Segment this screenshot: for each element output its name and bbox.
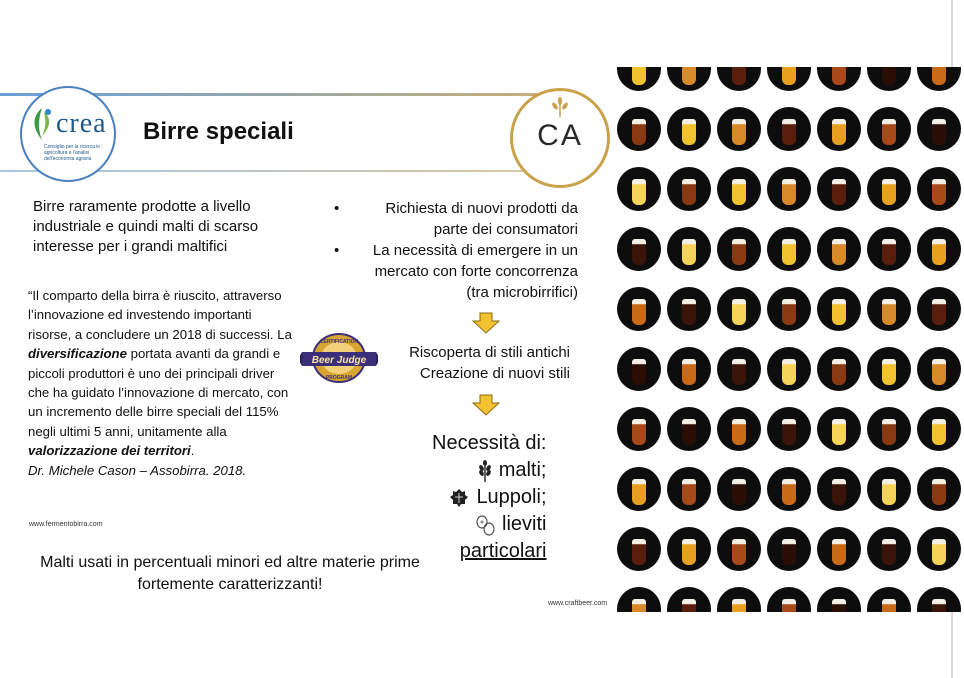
beer-style-tile	[814, 585, 864, 612]
beer-style-tile	[864, 105, 914, 165]
beer-style-tile	[614, 285, 664, 345]
need-item-hops	[432, 484, 547, 511]
styles-line-new: Creazione di nuovi stili	[419, 365, 570, 382]
quote-emphasis-diversification: diversificazione	[28, 346, 127, 362]
beer-style-tile	[814, 105, 864, 165]
need-label-particular: particolari	[459, 540, 547, 562]
beer-style-tile	[664, 405, 714, 465]
beer-style-tile	[914, 525, 964, 585]
quote-part2: portata avanti da grandi e piccoli produttori è uno dei principali driver che ha guidato l’innovazione di mercato, con un incremento delle birre speciali del 115% negli ultimi 5 anni, unitamente alla	[28, 346, 289, 439]
beer-style-tile	[864, 405, 914, 465]
beer-style-tile	[864, 67, 914, 105]
intro-text: Birre raramente prodotte a livello industriale e quindi malti di scarso interesse per i grandi maltifici	[33, 198, 259, 255]
beer-style-tile	[864, 165, 914, 225]
ca-logo	[510, 88, 610, 188]
beer-style-tile	[764, 165, 814, 225]
beer-style-tile	[714, 405, 764, 465]
beer-style-tile	[714, 525, 764, 585]
beer-style-tile	[864, 465, 914, 525]
beer-style-tile	[764, 105, 814, 165]
beer-style-tile	[714, 585, 764, 612]
beer-style-tile	[764, 345, 814, 405]
beer-styles-poster	[612, 67, 964, 612]
beer-style-tile	[914, 225, 964, 285]
beer-style-tile	[614, 105, 664, 165]
quote-part3: .	[190, 443, 195, 459]
bjcp-badge	[300, 332, 378, 384]
beer-style-tile	[814, 525, 864, 585]
beer-style-tile	[814, 405, 864, 465]
source-craftbeer: www.craftbeer.com	[548, 600, 608, 607]
yeast-icon	[474, 514, 496, 536]
beer-style-tile	[664, 285, 714, 345]
need-label-malts: malti;	[498, 459, 547, 481]
down-arrow-icon	[472, 394, 500, 416]
beer-style-tile	[764, 585, 814, 612]
beer-style-tile	[764, 525, 814, 585]
hop-icon	[448, 487, 470, 509]
quote-part1: “Il comparto della birra è riuscito, attraverso l’innovazione ed investendo importanti risorse, a concludere un 2018 di successi. La	[28, 288, 292, 342]
crea-logo-subtitle: Consiglio per la ricerca in agricoltura e l'analisi dell'economia agraria	[44, 144, 101, 162]
beer-style-tile	[914, 585, 964, 612]
quote-emphasis-territories: valorizzazione dei territori	[28, 443, 191, 459]
beer-style-tile	[664, 165, 714, 225]
beer-style-tile	[864, 345, 914, 405]
beer-style-tile	[914, 405, 964, 465]
styles-block	[392, 342, 570, 384]
beer-style-tile	[714, 105, 764, 165]
beer-style-tile	[664, 225, 714, 285]
crea-logo	[20, 86, 116, 182]
beer-style-tile	[614, 345, 664, 405]
beer-style-tile	[664, 67, 714, 105]
ca-logo-text: CA	[537, 119, 583, 152]
down-arrow-icon	[472, 312, 500, 334]
quote-block	[28, 286, 298, 480]
beer-style-tile	[614, 465, 664, 525]
styles-line-ancient: Riscoperta di stili antichi	[409, 344, 570, 361]
beer-style-tile	[814, 225, 864, 285]
beer-style-tile	[614, 67, 664, 105]
bjcp-top-text: CERTIFICATION	[319, 339, 359, 345]
beer-style-tile	[664, 585, 714, 612]
slide-title: Birre speciali	[143, 118, 294, 145]
wheat-logo-icon	[547, 97, 573, 117]
bottom-statement: Malti usati in percentuali minori ed altre materie prime fortemente caratterizzanti!	[40, 554, 420, 593]
need-item-malts	[432, 457, 547, 484]
beer-style-tile	[814, 465, 864, 525]
beer-style-tile	[664, 465, 714, 525]
bullet-item: • Richiesta di nuovi prodotti da parte dei consumatori	[328, 198, 578, 240]
beer-style-tile	[814, 345, 864, 405]
beer-style-tile	[664, 105, 714, 165]
beer-style-tile	[914, 67, 964, 105]
beer-style-tile	[714, 165, 764, 225]
beer-style-tile	[714, 465, 764, 525]
beer-style-tile	[714, 285, 764, 345]
needs-block	[432, 430, 547, 565]
beer-style-tile	[864, 585, 914, 612]
bullet-list	[328, 198, 578, 303]
beer-style-tile	[814, 67, 864, 105]
beer-style-tile	[914, 345, 964, 405]
needs-title: Necessità di:	[432, 432, 547, 454]
beer-style-tile	[914, 105, 964, 165]
beer-style-tile	[714, 225, 764, 285]
beer-style-tile	[764, 465, 814, 525]
bjcp-middle-text: Beer Judge	[311, 355, 367, 366]
beer-style-tile	[814, 165, 864, 225]
beer-style-tile	[714, 67, 764, 105]
crea-leaf-icon	[28, 106, 54, 142]
beer-style-tile	[764, 285, 814, 345]
bjcp-bottom-text: PROGRAM	[325, 375, 353, 381]
beer-style-tile	[614, 405, 664, 465]
beer-style-tile	[714, 345, 764, 405]
beer-style-tile	[864, 225, 914, 285]
beer-style-tile	[864, 285, 914, 345]
beer-style-tile	[764, 67, 814, 105]
beer-style-tile	[614, 585, 664, 612]
beer-style-tile	[814, 285, 864, 345]
need-item-yeasts	[432, 511, 547, 538]
beer-style-tile	[914, 285, 964, 345]
beer-style-tile	[914, 465, 964, 525]
beer-style-tile	[614, 525, 664, 585]
crea-logo-text: crea	[56, 108, 107, 139]
need-label-yeasts: lieviti	[502, 513, 547, 535]
beer-style-tile	[614, 165, 664, 225]
beer-style-tile	[664, 345, 714, 405]
need-label-hops: Luppoli;	[476, 486, 547, 508]
wheat-icon	[477, 460, 493, 482]
source-fermentobirra: www.fermentobirra.com	[29, 521, 103, 528]
quote-author: Dr. Michele Cason – Assobirra. 2018.	[28, 462, 247, 478]
beer-style-tile	[764, 405, 814, 465]
beer-style-tile	[614, 225, 664, 285]
beer-style-tile	[914, 165, 964, 225]
beer-style-tile	[864, 525, 914, 585]
beer-style-tile	[664, 525, 714, 585]
bullet-item: • La necessità di emergere in un mercato con forte concorrenza (tra microbirrifici)	[328, 240, 578, 303]
beer-style-tile	[764, 225, 814, 285]
